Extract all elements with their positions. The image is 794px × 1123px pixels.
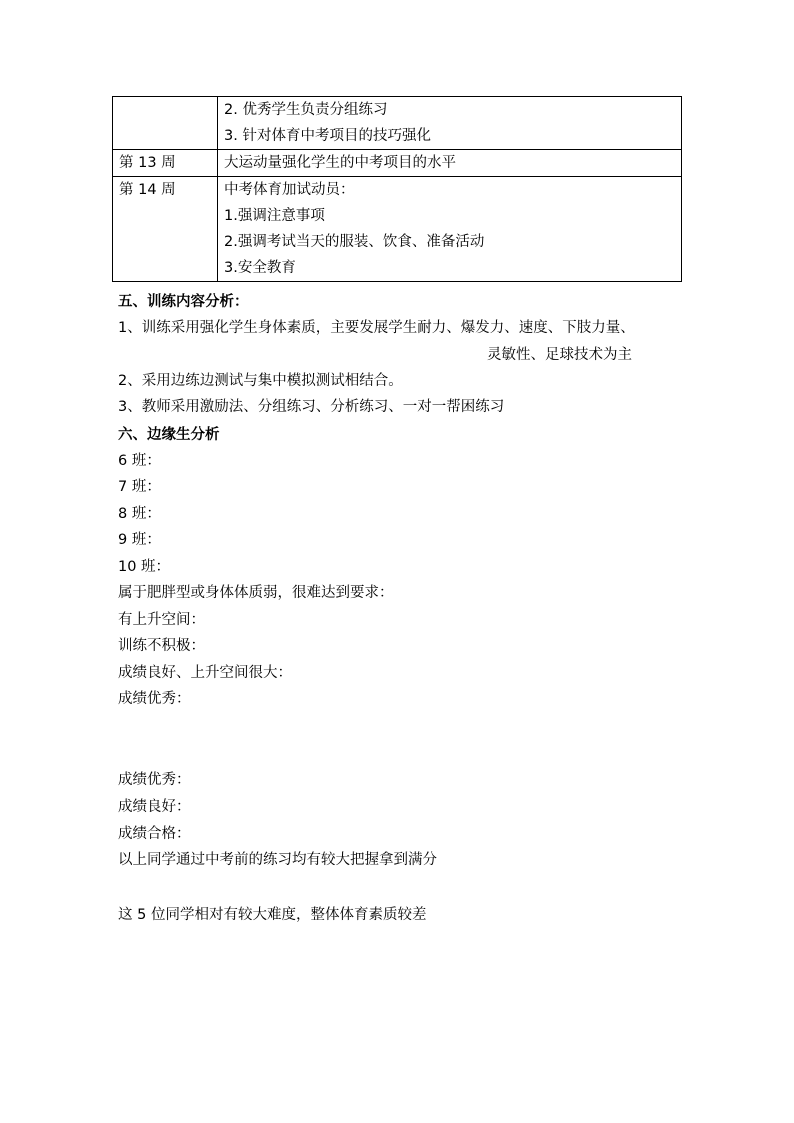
week-cell bbox=[113, 97, 218, 150]
section6-heading: 六、边缘生分析 bbox=[118, 427, 220, 443]
class-label: 9 班： bbox=[118, 532, 161, 548]
table-row bbox=[113, 97, 682, 150]
class-label: 7 班： bbox=[118, 479, 161, 495]
section5-item3: 3、教师采用激励法、分组练习、分析练习、一对一帮困练习 bbox=[118, 399, 505, 415]
content-line: 2.强调考试当天的服装、饮食、准备活动 bbox=[224, 234, 485, 250]
grade-label: 成绩优秀： bbox=[118, 772, 191, 788]
content-cell bbox=[218, 177, 682, 282]
week-cell: 第 14 周 bbox=[113, 177, 218, 282]
class-label: 6 班： bbox=[118, 453, 161, 469]
category-label: 成绩优秀： bbox=[118, 691, 191, 707]
content-line: 中考体育加试动员： bbox=[224, 182, 355, 198]
section5-item1-line2: 灵敏性、足球技术为主 bbox=[487, 347, 632, 363]
section5-item1-line1: 1、训练采用强化学生身体素质，主要发展学生耐力、爆发力、速度、下肢力量、 bbox=[118, 320, 635, 336]
content-line: 3.安全教育 bbox=[224, 260, 296, 276]
category-label: 属于肥胖型或身体体质弱，很难达到要求： bbox=[118, 585, 394, 601]
category-label: 成绩良好、上升空间很大： bbox=[118, 665, 292, 681]
content-line: 大运动量强化学生的中考项目的水平 bbox=[224, 155, 456, 171]
training-schedule-table bbox=[112, 96, 682, 282]
content-line: 1.强调注意事项 bbox=[224, 208, 325, 224]
grade-label: 成绩合格： bbox=[118, 826, 191, 842]
summary-text: 这 5 位同学相对有较大难度，整体体育素质较差 bbox=[118, 907, 427, 923]
content-cell bbox=[218, 97, 682, 150]
table-row bbox=[113, 177, 682, 282]
week-cell: 第 13 周 bbox=[113, 150, 218, 177]
category-label: 有上升空间： bbox=[118, 612, 205, 628]
class-label: 8 班： bbox=[118, 506, 161, 522]
content-cell bbox=[218, 150, 682, 177]
section5-item2: 2、采用边练边测试与集中模拟测试相结合。 bbox=[118, 373, 403, 389]
table-row bbox=[113, 150, 682, 177]
section5-heading: 五、训练内容分析： bbox=[118, 294, 249, 310]
class-label: 10 班： bbox=[118, 559, 171, 575]
summary-text: 以上同学通过中考前的练习均有较大把握拿到满分 bbox=[118, 852, 437, 868]
category-label: 训练不积极： bbox=[118, 638, 205, 654]
content-line: 2. 优秀学生负责分组练习 bbox=[224, 102, 388, 118]
content-line: 3. 针对体育中考项目的技巧强化 bbox=[224, 128, 431, 144]
grade-label: 成绩良好： bbox=[118, 799, 191, 815]
